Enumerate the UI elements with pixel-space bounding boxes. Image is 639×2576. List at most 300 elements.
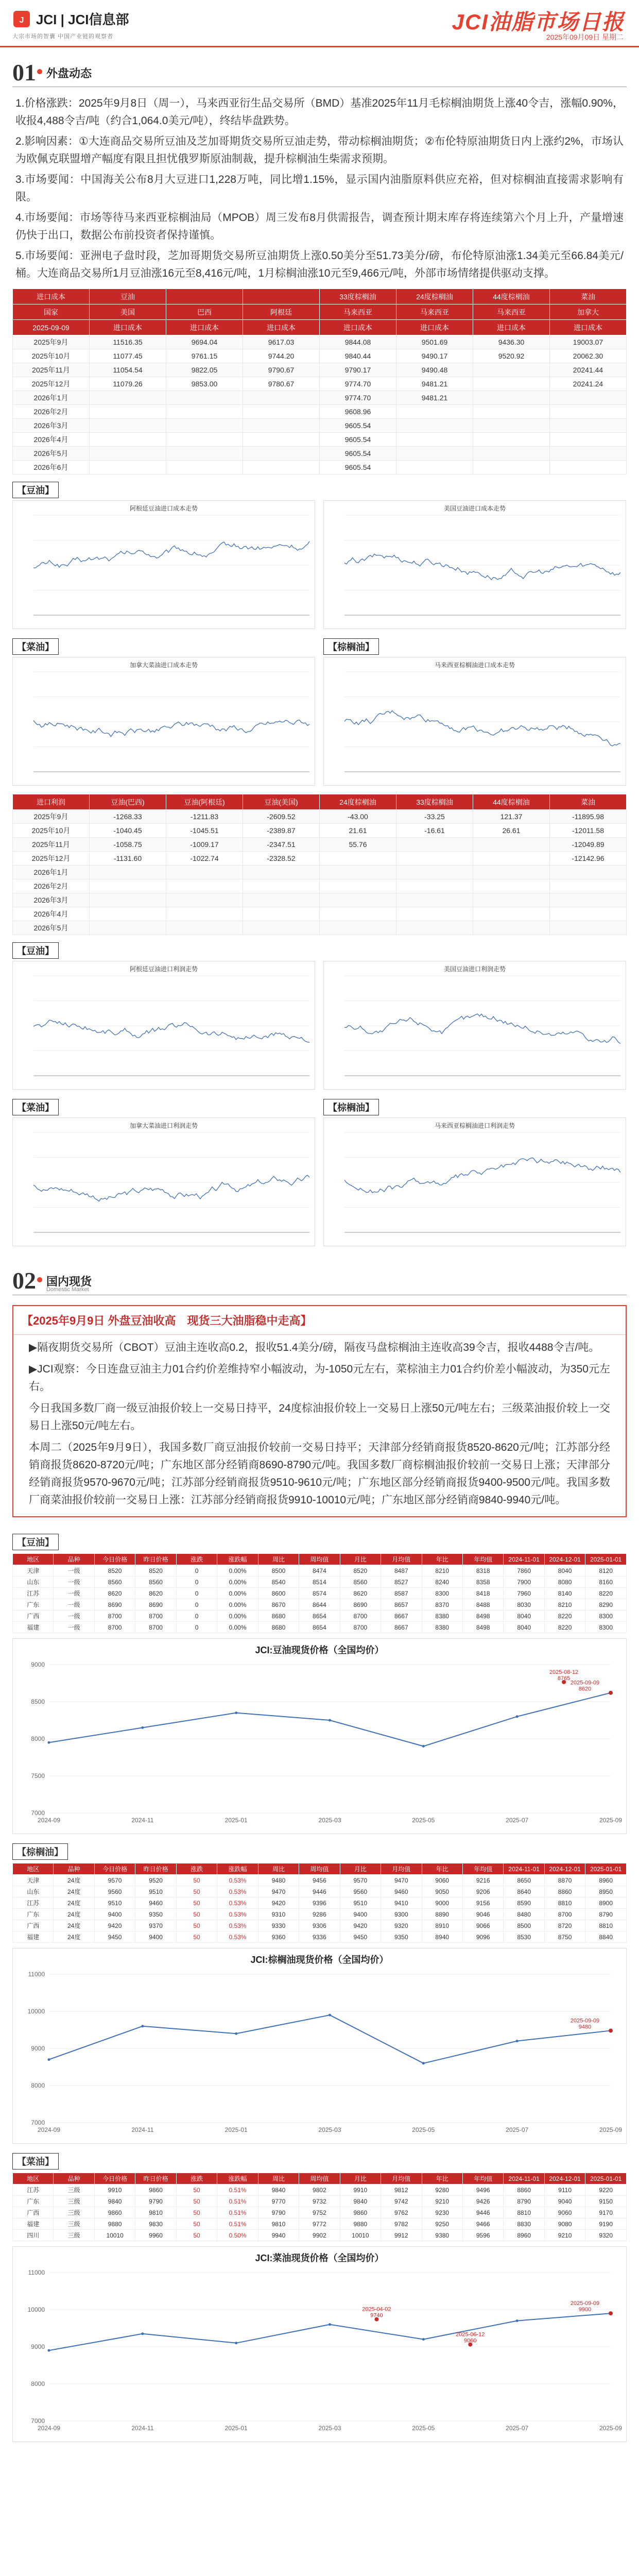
data-point [235,2032,237,2035]
table-header-cell: 加拿大 [550,304,627,320]
section-number: 01 [12,59,36,86]
x-tick-label: 2025-03 [318,2126,341,2133]
table-cell: 9790.67 [243,363,320,377]
table-cell: 9880 [340,2218,381,2230]
table-cell: 9330 [258,1920,299,1931]
annotation-label: 2025-09-09 [570,1680,600,1686]
jci-logo-icon [12,10,31,28]
table-cell: 0 [176,1622,217,1633]
palm-price-chart [12,1948,627,2144]
data-point [422,2062,425,2064]
price-table-tag: 【豆油】 [12,1534,59,1550]
table-cell [550,433,627,447]
table-header-cell: 周比 [258,1863,299,1875]
table-cell: 8560 [135,1577,176,1588]
table-cell: 9812 [381,2184,422,2196]
y-tick-label: 10000 [27,2306,45,2313]
table-cell: 9510 [135,1886,176,1897]
table-cell: 2026年2月 [13,879,90,893]
table-cell: 9286 [299,1909,340,1920]
table-cell: 8418 [462,1588,503,1599]
table-cell [396,419,473,433]
table-cell: 2026年6月 [13,461,90,474]
table-cell: -12049.89 [550,838,627,852]
table-header-cell: 2024-12-01 [544,1863,585,1875]
table-cell: 9940 [258,2230,299,2241]
table-cell: 0.53% [217,1909,258,1920]
table-cell: 广西 [13,1920,54,1931]
report-header [0,0,639,47]
table-cell: 8654 [299,1622,340,1633]
table-cell: 9860 [94,2207,135,2218]
x-tick-label: 2024-11 [131,1817,154,1824]
y-tick-label: 8500 [31,1698,45,1705]
table-cell: 9410 [381,1897,422,1909]
table-cell: 8690 [94,1599,135,1611]
table-row [13,447,627,461]
table-header-row [13,289,627,304]
data-point [422,2338,425,2341]
news-item: 5.市场要闻：亚洲电子盘时段，芝加哥期货交易所豆油期货上涨0.50美分至51.73美分/磅，布伦特原油涨1.34美元至66.84美元/桶。大连商品交易所1月豆油涨16元至8,416元/吨，1月棕榈油涨10元至9,466元/吨，外部市场情绪提供驱动支撑。 [15,250,624,279]
mini-chart-svg [13,657,315,785]
bullet-dot-icon [37,1277,42,1282]
table-cell [166,879,243,893]
table-cell [166,907,243,921]
section-1-header [0,59,639,90]
table-cell: 24度 [54,1909,94,1920]
table-cell [166,419,243,433]
annotation-point [609,2311,613,2315]
table-header-cell: 豆油 [90,289,166,304]
table-cell: 9802 [299,2184,340,2196]
table-cell: 9520.92 [473,349,550,363]
mini-chart-svg [324,961,626,1089]
table-cell: 山东 [13,1577,54,1588]
table-cell: -1058.75 [90,838,166,852]
table-cell: 2025年9月 [13,335,90,349]
table-cell: 8520 [135,1565,176,1577]
table-cell: 9732 [299,2196,340,2207]
table-cell [473,921,550,935]
table-cell: 9060 [544,2207,585,2218]
table-cell: -2609.52 [243,810,320,824]
summary-paragraph: 本周二（2025年9月9日），我国多数厂商豆油报价较前一交易日持平；天津部分经销商报货8520-8620元/吨；江苏部分经销商报货8620-8720元/吨；广东地区部分经销商8690-8790元/吨。我国多数厂商棕榈油报价较前一交易日上涨；天津部分经销商报货9570-9670元/吨；江苏部分经销商报货9510-9610元/吨；广东地区部分经销商报货9400-9500元/吨。我国多数厂商菜油报价较前一交易日上涨：江苏部分经销商报货9910-10010元/吨；广东地区部分经销商9840-9940元/吨。 [29,1442,610,1506]
table-cell: 8210 [422,1565,462,1577]
table-header-cell: 进口成本 [90,320,166,335]
table-cell: 0.51% [217,2184,258,2196]
table-cell: 9490.48 [396,363,473,377]
table-header-cell: 月均值 [381,2173,422,2184]
table-cell [396,893,473,907]
table-cell: 9206 [462,1886,503,1897]
table-cell: 11054.54 [90,363,166,377]
news-item: 2.影响因素：①大连商品交易所豆油及芝加哥期货交易所豆油走势，带动棕榈油期货；②布伦特原油期货日内上涨约2%，市场认为欧佩克联盟增产幅度有限且担忧俄罗斯原油制裁，提升棕榈油生柴需求预期。 [15,135,624,165]
table-cell: 2026年5月 [13,921,90,935]
price-table-tag: 【菜油】 [12,2153,59,2170]
table-cell: 8860 [544,1886,585,1897]
table-cell: 9480 [258,1875,299,1886]
table-cell: 9420 [340,1920,381,1931]
table-cell: 9490.17 [396,349,473,363]
table-header-cell: 地区 [13,1554,54,1565]
table-cell: 8160 [585,1577,627,1588]
table-row [13,810,627,824]
table-cell: 9790 [135,2196,176,2207]
table-header-row [13,1863,627,1875]
table-cell: 8810 [544,1897,585,1909]
table-cell: 8810 [585,1920,627,1931]
table-cell: 20241.24 [550,377,627,391]
table-cell: 9912 [381,2230,422,2241]
table-cell [90,433,166,447]
table-cell: -1009.17 [166,838,243,852]
annotation-value: 9740 [370,2312,383,2319]
table-cell: 2026年1月 [13,391,90,405]
data-point [516,2319,519,2322]
table-cell: 24度 [54,1886,94,1897]
table-header-cell: 进口成本 [243,320,320,335]
annotation-value: 8620 [578,1686,592,1692]
table-header-cell: 2024-12-01 [544,1554,585,1565]
table-cell: 9560 [340,1886,381,1897]
table-cell: 8500 [504,1920,544,1931]
y-tick-label: 8000 [31,2380,45,2387]
table-header-cell: 周均值 [299,1863,340,1875]
table-cell: 8667 [381,1622,422,1633]
table-cell: 0.51% [217,2218,258,2230]
annotation-value: 9060 [464,2337,477,2344]
table-header-cell: 周均值 [299,1554,340,1565]
table-cell: 9350 [381,1931,422,1943]
table-cell: 8750 [544,1931,585,1943]
table-header-cell: 44度棕榈油 [473,794,550,810]
table-cell: 9320 [585,2230,627,2241]
table-cell: 8560 [340,1577,381,1588]
table-cell: 8700 [340,1622,381,1633]
x-tick-label: 2025-03 [318,1817,341,1824]
table-cell: 24度 [54,1920,94,1931]
table-cell: -1131.60 [90,852,166,866]
table-cell: 8790 [585,1909,627,1920]
table-cell: 8290 [585,1599,627,1611]
table-row [13,1611,627,1622]
table-cell: -2347.51 [243,838,320,852]
table-cell: 0.53% [217,1886,258,1897]
summary-paragraph: ▶隔夜期货交易所（CBOT）豆油主连收高0.2，报收51.4美分/磅，隔夜马盘棕榈油主连收高39令吉，报收4488令吉/吨。 [29,1342,600,1353]
table-header-cell: 24度棕榈油 [320,794,396,810]
table-cell: 9426 [462,2196,503,2207]
table-cell [166,921,243,935]
table-row [13,419,627,433]
table-cell: 2026年5月 [13,447,90,461]
table-cell: 20241.44 [550,363,627,377]
mini-chart [12,500,315,629]
table-header-cell: 巴西 [166,304,243,320]
table-cell [473,363,550,377]
mini-chart-svg [13,501,315,629]
table-cell: 26.61 [473,824,550,838]
table-cell [473,447,550,461]
data-point [235,1711,237,1714]
table-cell: 8480 [504,1909,544,1920]
mini-chart-title: 马来西亚棕榈油进口利润走势 [434,1122,515,1129]
table-cell [90,447,166,461]
table-cell [550,405,627,419]
table-cell: -16.61 [396,824,473,838]
table-row [13,866,627,879]
table-cell: 7860 [504,1565,544,1577]
table-cell: 0.50% [217,2230,258,2241]
table-cell [90,907,166,921]
table-cell: 2025年12月 [13,852,90,866]
table-header-cell: 年均值 [462,1863,503,1875]
table-cell: 9320 [381,1920,422,1931]
table-header-cell: 2025-09-09 [13,320,90,335]
section-title: 国内现货 [46,1275,92,1288]
table-header-cell: 菜油 [550,289,627,304]
table-row [13,824,627,838]
data-point [141,2332,144,2335]
table-cell: 8487 [381,1565,422,1577]
table-cell [166,447,243,461]
rape-price-chart [12,2246,627,2442]
svg-text:J: J [19,15,24,25]
table-cell: 8318 [462,1565,503,1577]
table-header-cell [243,289,320,304]
table-cell [473,419,550,433]
table-cell: 8700 [544,1909,585,1920]
table-row [13,391,627,405]
table-cell: 0.53% [217,1897,258,1909]
table-cell: 8960 [504,2230,544,2241]
section-2-header [0,1267,639,1298]
chart-tag-rape: 【菜油】 [12,638,59,655]
table-cell: 11079.26 [90,377,166,391]
x-tick-label: 2025-09 [599,1817,623,1824]
table-header-cell: 涨跌 [176,1554,217,1565]
table-cell: 50 [176,1931,217,1943]
table-cell: -1268.33 [90,810,166,824]
table-cell [243,866,320,879]
y-tick-label: 7500 [31,1772,45,1780]
table-cell: 9096 [462,1931,503,1943]
table-cell: 0.51% [217,2196,258,2207]
table-header-cell: 涨跌幅 [217,1863,258,1875]
table-cell: 8040 [544,1565,585,1577]
table-header-row [13,304,627,320]
table-cell: 50 [176,2230,217,2241]
y-tick-label: 9000 [31,2045,45,2052]
annotation-point [609,2028,613,2032]
table-cell: 9080 [544,2218,585,2230]
table-cell: 8620 [135,1588,176,1599]
table-cell: 9772 [299,2218,340,2230]
table-cell: -2328.52 [243,852,320,866]
table-header-cell: 地区 [13,1863,54,1875]
table-cell: 9902 [299,2230,340,2241]
table-cell: 江苏 [13,1588,54,1599]
table-header-cell: 美国 [90,304,166,320]
table-cell [550,461,627,474]
table-cell: 9470 [381,1875,422,1886]
table-cell: 8380 [422,1611,462,1622]
table-cell: 8120 [585,1565,627,1577]
table-cell: 121.37 [473,810,550,824]
table-cell [550,879,627,893]
table-cell: 9060 [422,1875,462,1886]
table-cell: 9910 [340,2184,381,2196]
data-point [329,2014,331,2016]
table-cell: 8240 [422,1577,462,1588]
soy-price-chart [12,1638,627,1834]
table-cell: 9830 [135,2218,176,2230]
annotation-label: 2025-08-12 [549,1669,579,1675]
table-cell: 三级 [54,2196,94,2207]
margin-charts [0,935,639,1246]
table-header-cell: 豆油(巴西) [90,794,166,810]
table-cell: 8220 [544,1611,585,1622]
daily-summary-box [12,1305,627,1517]
table-cell: 2026年4月 [13,907,90,921]
news-item: 3.市场要闻：中国海关公布8月大豆进口1,228万吨，同比增1.15%，显示国内油脂原料供应充裕，但对棕榈油直接需求影响有限。 [15,174,624,203]
table-cell: 9774.70 [320,377,396,391]
table-header-cell: 马来西亚 [320,304,396,320]
table-cell: 50 [176,2218,217,2230]
table-cell: 江苏 [13,1897,54,1909]
brand-slogan: 大宗市场的智囊 中国产业链的观察者 [12,33,114,40]
table-cell: 9496 [462,2184,503,2196]
table-cell [396,433,473,447]
table-cell: 8300 [585,1622,627,1633]
table-cell: 9570 [340,1875,381,1886]
table-cell: 8527 [381,1577,422,1588]
table-cell: 9960 [135,2230,176,2241]
table-cell: 0.53% [217,1875,258,1886]
table-cell: 9066 [462,1920,503,1931]
table-cell: 9840.44 [320,349,396,363]
table-row [13,405,627,419]
table-cell: 8380 [422,1622,462,1633]
table-cell: 50 [176,2184,217,2196]
table-cell [473,405,550,419]
table-cell: 四川 [13,2230,54,2241]
price-table-tag: 【棕榈油】 [12,1843,68,1860]
table-cell [396,405,473,419]
section-subtitle: Domestic Market [46,1286,89,1293]
table-row [13,363,627,377]
table-cell: 8620 [340,1588,381,1599]
table-cell: 9501.69 [396,335,473,349]
table-cell [90,405,166,419]
table-cell: 8654 [299,1611,340,1622]
table-cell: 9300 [381,1909,422,1920]
table-cell: 一级 [54,1565,94,1577]
table-cell: 三级 [54,2207,94,2218]
table-cell: 9470 [258,1886,299,1897]
table-cell [396,866,473,879]
report-title: JCI油脂市场日报 [452,10,625,34]
x-tick-label: 2025-09 [599,2126,623,2133]
table-header-cell: 阿根廷 [243,304,320,320]
table-cell: 9510 [94,1897,135,1909]
table-cell: 50 [176,2196,217,2207]
table-cell: 9190 [585,2218,627,2230]
table-cell: 8700 [135,1622,176,1633]
mini-chart [12,1117,315,1246]
table-header-cell: 进口成本 [396,320,473,335]
table-row [13,2230,627,2241]
table-cell [320,893,396,907]
table-header-cell: 进口成本 [320,320,396,335]
table-cell: 9744.20 [243,349,320,363]
table-cell [473,893,550,907]
table-cell: 50 [176,1909,217,1920]
table-cell: 9762 [381,2207,422,2218]
table-header-cell: 涨跌幅 [217,2173,258,2184]
rape-price-table [12,2173,627,2241]
table-header-cell: 24度棕榈油 [396,289,473,304]
table-cell [166,866,243,879]
table-cell: 三级 [54,2230,94,2241]
table-cell [473,377,550,391]
table-cell: 9466 [462,2218,503,2230]
data-point [329,1719,331,1722]
table-cell: 0 [176,1588,217,1599]
table-cell: 8960 [585,1875,627,1886]
table-row [13,2184,627,2196]
x-tick-label: 2025-03 [318,2425,341,2432]
table-cell: 11077.45 [90,349,166,363]
soy-price-section [0,1524,639,1834]
table-cell: 8590 [504,1897,544,1909]
chart-title: JCI:棕榈油现货价格（全国均价） [250,1955,389,1965]
palm-price-table [12,1863,627,1943]
table-cell: 8220 [585,1588,627,1599]
table-cell: 7900 [504,1577,544,1588]
table-cell: 8300 [422,1588,462,1599]
table-cell [90,879,166,893]
table-cell: 9280 [422,2184,462,2196]
table-row [13,377,627,391]
import-cost-table [12,289,627,474]
table-cell: -1211.83 [166,810,243,824]
table-header-cell: 33度棕榈油 [396,794,473,810]
x-tick-label: 2025-09 [599,2425,623,2432]
table-header-cell: 马来西亚 [473,304,550,320]
table-cell: -12011.58 [550,824,627,838]
table-cell: 8514 [299,1577,340,1588]
annotation-label: 2025-09-09 [570,2018,600,2024]
table-cell: 0 [176,1565,217,1577]
y-tick-label: 7000 [31,2417,45,2425]
table-header-cell: 年均值 [462,2173,503,2184]
series-line [344,710,620,745]
table-cell: 9742 [381,2196,422,2207]
table-row [13,1599,627,1611]
table-cell [166,391,243,405]
table-cell: 8540 [258,1577,299,1588]
table-cell: 9910 [94,2184,135,2196]
table-cell: 8644 [299,1599,340,1611]
table-header-row [13,794,627,810]
table-cell: 8300 [585,1611,627,1622]
mini-chart-title: 加拿大菜油进口利润走势 [129,1122,198,1129]
table-cell: 9570 [94,1875,135,1886]
table-header-cell: 年比 [422,1554,462,1565]
table-cell: 广东 [13,1599,54,1611]
table-cell: 9840 [258,2184,299,2196]
table-cell: 24度 [54,1931,94,1943]
